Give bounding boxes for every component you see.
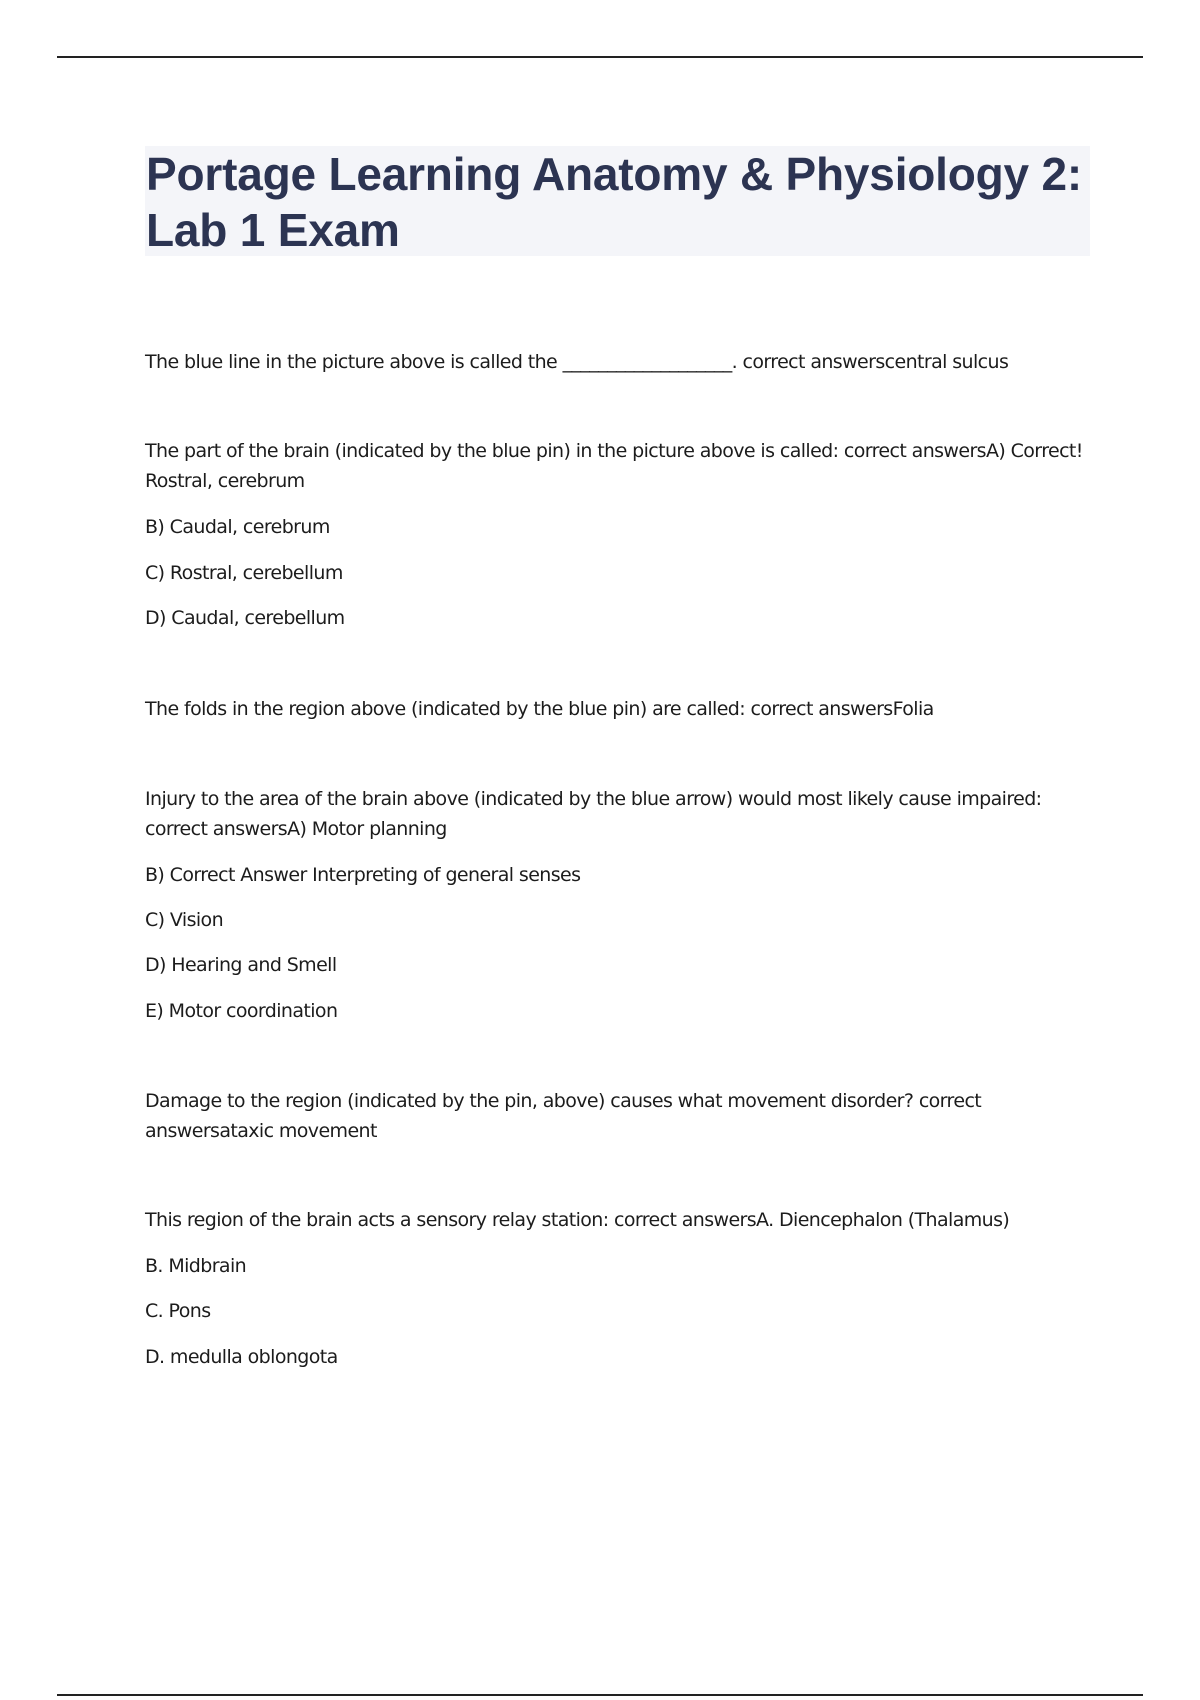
question-4-option-b: B) Correct Answer Interpreting of general senses: [145, 864, 581, 886]
question-4-option-c: C) Vision: [145, 909, 224, 931]
question-2-option-c: C) Rostral, cerebellum: [145, 562, 343, 584]
question-6-option-c: C. Pons: [145, 1300, 211, 1322]
question-6: This region of the brain acts a sensory relay station: correct answersA. Diencephalon (Thalamus): [145, 1209, 1010, 1231]
document-title: Portage Learning Anatomy & Physiology 2: Lab 1 Exam: [146, 148, 1083, 256]
question-6-option-b: B. Midbrain: [145, 1255, 247, 1277]
question-5: Damage to the region (indicated by the pin, above) causes what movement disorder? correct answersataxic movement: [145, 1090, 982, 1142]
question-2-option-b: B) Caudal, cerebrum: [145, 516, 330, 538]
title-box: [145, 146, 1090, 256]
question-3: The folds in the region above (indicated by the blue pin) are called: correct answersFolia: [145, 698, 934, 720]
question-1: The blue line in the picture above is called the ___________________. correct answerscentral sulcus: [145, 351, 1009, 373]
bottom-rule: [57, 1694, 1143, 1696]
top-rule: [57, 56, 1143, 58]
question-4-option-d: D) Hearing and Smell: [145, 954, 337, 976]
question-4-option-e: E) Motor coordination: [145, 1000, 338, 1022]
question-6-option-d: D. medulla oblongota: [145, 1346, 338, 1368]
question-2: The part of the brain (indicated by the blue pin) in the picture above is called: correct answersA) Correct! Rostral, cerebrum: [145, 440, 1083, 492]
question-2-option-d: D) Caudal, cerebellum: [145, 607, 345, 629]
question-4: Injury to the area of the brain above (indicated by the blue arrow) would most likely cause impaired: correct answersA) Motor planning: [145, 788, 1042, 840]
